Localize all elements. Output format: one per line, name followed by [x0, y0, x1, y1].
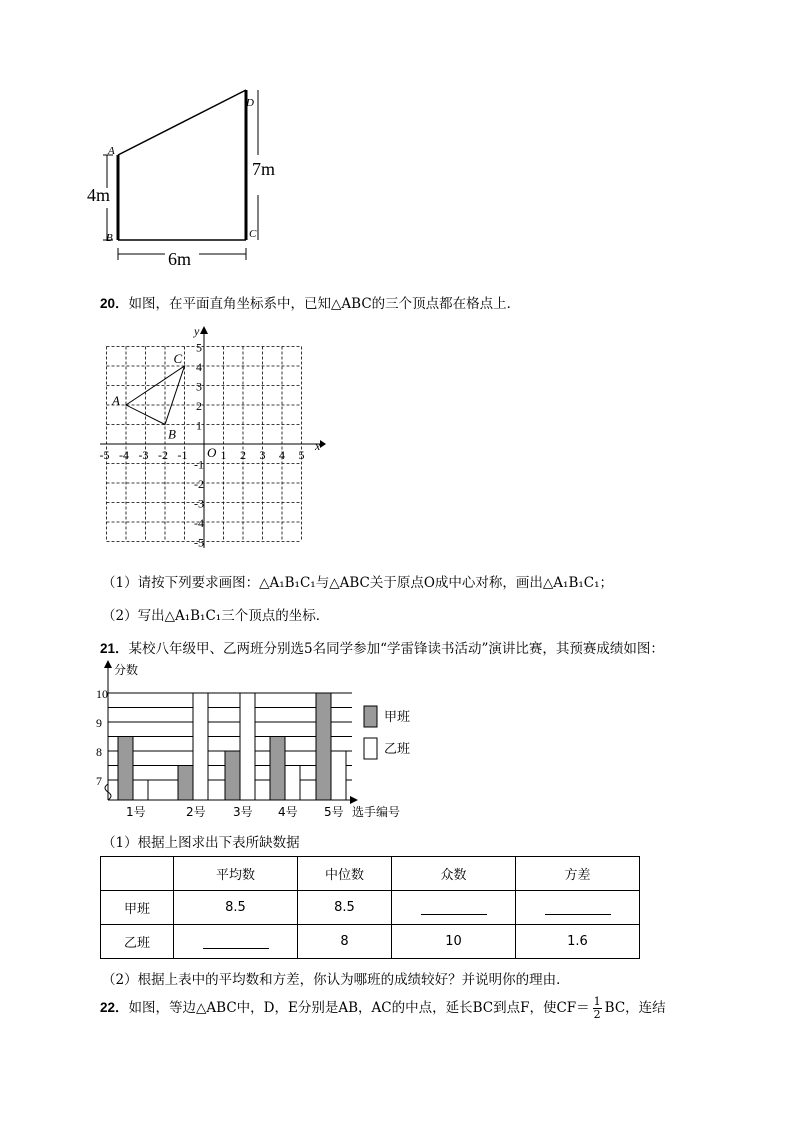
table-cell: 8 [298, 925, 392, 959]
legend-swatch [364, 706, 377, 727]
bar-jia-4 [270, 737, 285, 801]
answer-blank[interactable] [545, 900, 611, 915]
vertex-label-b: B [106, 232, 113, 244]
x-tick-label: -4 [119, 448, 129, 462]
x-tick-label: 4号 [278, 805, 298, 819]
x-tick-label: 5号 [324, 805, 344, 819]
y-tick-label: 2 [196, 399, 202, 413]
y-tick-label: -2 [194, 477, 204, 491]
bar-yi-1 [133, 780, 148, 800]
table-cell: 8.5 [174, 891, 298, 925]
question-21 [100, 637, 664, 657]
y-tick-label: -4 [194, 516, 204, 530]
question-number: 20． [100, 296, 129, 311]
answer-blank[interactable] [203, 934, 269, 949]
legend [364, 706, 410, 759]
table-header-cell: 平均数 [174, 857, 298, 891]
y-tick-label: 7 [96, 774, 102, 788]
y-axis-arrow [200, 326, 208, 334]
bars [118, 693, 346, 800]
x-tick-label: 2 [240, 448, 246, 462]
x-axis-label: 选手编号 [352, 805, 401, 819]
point-label-c: C [173, 351, 183, 366]
x-axis-arrow [350, 796, 358, 804]
question-text: 如图，在平面直角坐标系中，已知△ABC的三个顶点都在格点上． [128, 296, 521, 312]
legend-swatch [364, 738, 377, 759]
fraction-denominator: 2 [593, 1008, 601, 1021]
table-row [101, 925, 640, 959]
x-tick-label: 3 [259, 448, 266, 462]
x-tick-label: 3号 [233, 805, 253, 819]
bar-yi-4 [285, 766, 300, 801]
table-cell-blank[interactable] [392, 891, 516, 925]
y-axis-label: 分数 [114, 663, 139, 677]
x-tick-label: -5 [99, 448, 110, 462]
table-cell: 甲班 [101, 891, 174, 925]
x-axis-arrow [320, 440, 326, 448]
table-header-cell [101, 857, 174, 891]
legend-label: 甲班 [384, 710, 411, 725]
coordinate-grid [96, 322, 328, 554]
y-tick-label: -3 [194, 496, 204, 511]
x-tick-label: 1号 [126, 805, 146, 819]
vertex-label-a: A [108, 145, 115, 157]
table-cell: 10 [392, 925, 516, 959]
y-tick-label: 9 [96, 716, 102, 730]
table-row [101, 891, 640, 925]
dim-bottom-label: 6m [168, 249, 192, 269]
table-cell: 8.5 [298, 891, 392, 925]
y-tick-labels [96, 687, 108, 788]
table-header-cell: 方差 [516, 857, 640, 891]
table-header-cell: 众数 [392, 857, 516, 891]
answer-blank[interactable] [421, 900, 487, 915]
origin-label: O [207, 445, 217, 460]
bar-yi-3 [240, 693, 255, 800]
question-number: 21． [100, 641, 129, 656]
legend-label: 乙班 [384, 742, 411, 757]
y-tick-label: 5 [196, 340, 202, 355]
bar-chart [96, 658, 426, 826]
question-number: 22． [100, 1000, 129, 1015]
point-labels [111, 351, 183, 442]
x-tick-label: -2 [158, 448, 168, 462]
question-text-b: BC，连结 [604, 1000, 666, 1016]
y-tick-label: -1 [194, 457, 204, 472]
y-tick-label: 10 [96, 687, 108, 701]
y-tick-label: 3 [196, 379, 202, 394]
x-tick-label: 1 [220, 448, 227, 462]
x-tick-label: 4 [279, 448, 285, 462]
x-tick-label: 5 [298, 448, 305, 462]
question-22 [100, 996, 666, 1021]
y-tick-label: 4 [196, 360, 202, 374]
question-20-part1: （1）请按下列要求画图：△A₁B₁C₁与△ABC关于原点O成中心对称，画出△A₁B₁C₁； [102, 575, 614, 591]
trapezoid-figure [80, 80, 300, 280]
score-table [100, 856, 640, 959]
bar-yi-5 [331, 751, 346, 800]
question-21-part2: （2）根据上表中的平均数和方差，你认为哪班的成绩较好？并说明你的理由． [102, 972, 570, 988]
y-tick-labels [194, 341, 204, 550]
question-text: 某校八年级甲、乙两班分别选5名同学参加“学雷锋读书活动”演讲比赛，其预赛成绩如图： [128, 641, 664, 657]
question-21-part1: （1）根据上图求出下表所缺数据 [102, 835, 300, 851]
bar-jia-2 [178, 766, 193, 801]
bar-jia-5 [316, 693, 331, 800]
question-20 [100, 292, 520, 312]
dim-left-label: 4m [87, 185, 111, 205]
x-tick-label: 2号 [186, 805, 206, 819]
vertex-label-d: D [246, 97, 254, 109]
y-axis-arrow [104, 660, 112, 668]
table-cell-blank[interactable] [174, 925, 298, 959]
vertex-label-c: C [249, 228, 257, 240]
question-text-a: 如图，等边△ABC中，D，E分别是AB，AC的中点，延长BC到点F，使CF＝ [128, 1000, 590, 1016]
point-label-a: A [112, 393, 120, 408]
x-tick-labels [126, 805, 344, 819]
table-cell-blank[interactable] [516, 891, 640, 925]
table-cell: 乙班 [101, 925, 174, 959]
x-tick-label: -1 [177, 448, 188, 462]
triangle-abc [126, 366, 185, 425]
y-axis-label: y [194, 324, 200, 338]
point-label-b: B [168, 426, 176, 442]
x-axis-label: x [315, 439, 321, 453]
side-ad [118, 90, 246, 155]
dim-right-label: 7m [252, 159, 276, 179]
y-tick-label: 8 [96, 745, 102, 759]
table-header-cell: 中位数 [298, 857, 392, 891]
table-cell: 1.6 [516, 925, 640, 959]
y-tick-label: 1 [196, 418, 202, 433]
fraction [593, 996, 602, 1021]
y-tick-label: -5 [194, 535, 204, 550]
table-header-row [101, 857, 640, 891]
bar-jia-1 [118, 737, 133, 801]
bar-jia-3 [225, 751, 240, 800]
question-20-part2: （2）写出△A₁B₁C₁三个顶点的坐标． [102, 608, 330, 624]
fraction-numerator: 1 [593, 995, 601, 1008]
x-tick-label: -3 [138, 448, 149, 462]
bar-yi-2 [193, 693, 208, 800]
